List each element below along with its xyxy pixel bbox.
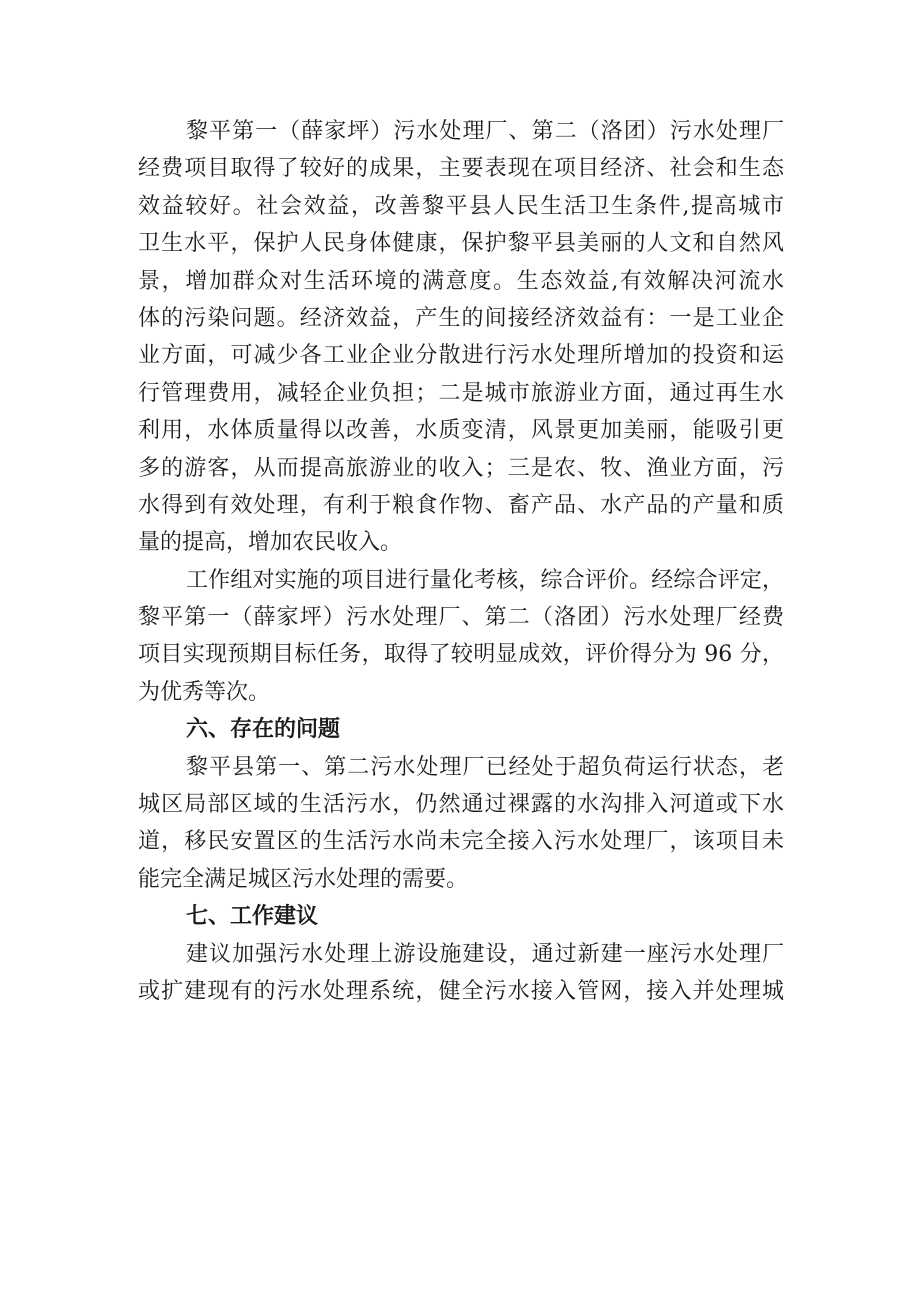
section-heading-problems: 六、存在的问题 [186,717,341,743]
text-line: 为优秀等次。 [138,679,271,705]
text-line: 建议加强污水处理上游设施建设，通过新建一座污水处理厂 [186,941,784,967]
text-line: 项目实现预期目标任务，取得了较明显成效，评价得分为 96 分， [138,642,784,668]
text-line: 水得到有效处理，有利于粮食作物、畜产品、水产品的产量和质 [138,492,784,518]
text-line: 或扩建现有的污水处理系统，健全污水接入管网，接入并处理城 [138,978,784,1004]
paragraph-project-results [138,113,784,562]
text-line: 利用，水体质量得以改善，水质变清，风景更加美丽，能吸引更 [138,418,784,444]
text-line: 效益较好。社会效益，改善黎平县人民生活卫生条件,提高城市 [138,193,784,219]
section-heading-suggestions: 七、工作建议 [186,904,319,930]
text-line: 量的提高，增加农民收入。 [138,530,403,556]
text-line: 工作组对实施的项目进行量化考核，综合评价。经综合评定， [186,567,784,593]
text-line: 黎平第一（薛家坪）污水处理厂、第二（洛团）污水处理厂经费 [138,605,784,631]
text-line: 道，移民安置区的生活污水尚未完全接入污水处理厂，该项目未 [138,829,784,855]
text-line: 能完全满足城区污水处理的需要。 [138,866,469,892]
paragraph-suggestions [138,936,784,1011]
paragraph-problems [138,749,784,899]
text-line: 黎平县第一、第二污水处理厂已经处于超负荷运行状态，老 [186,754,784,780]
text-line: 城区局部区域的生活污水，仍然通过裸露的水沟排入河道或下水 [138,792,784,818]
text-line: 经费项目取得了较好的成果，主要表现在项目经济、社会和生态 [138,156,784,182]
paragraph-evaluation [138,562,784,712]
text-line: 黎平第一（薛家坪）污水处理厂、第二（洛团）污水处理厂 [186,119,784,144]
text-line: 业方面，可减少各工业企业分散进行污水处理所增加的投资和运 [138,343,784,369]
text-line: 体的污染问题。经济效益，产生的间接经济效益有：一是工业企 [138,305,784,331]
text-line: 多的游客，从而提高旅游业的收入；三是农、牧、渔业方面，污 [138,455,784,481]
text-line: 卫生水平，保护人民身体健康，保护黎平县美丽的人文和自然风 [138,231,784,257]
text-line: 行管理费用，减轻企业负担；二是城市旅游业方面，通过再生水 [138,380,784,406]
text-line: 景，增加群众对生活环境的满意度。生态效益,有效解决河流水 [138,268,784,294]
document-body [138,113,784,1010]
